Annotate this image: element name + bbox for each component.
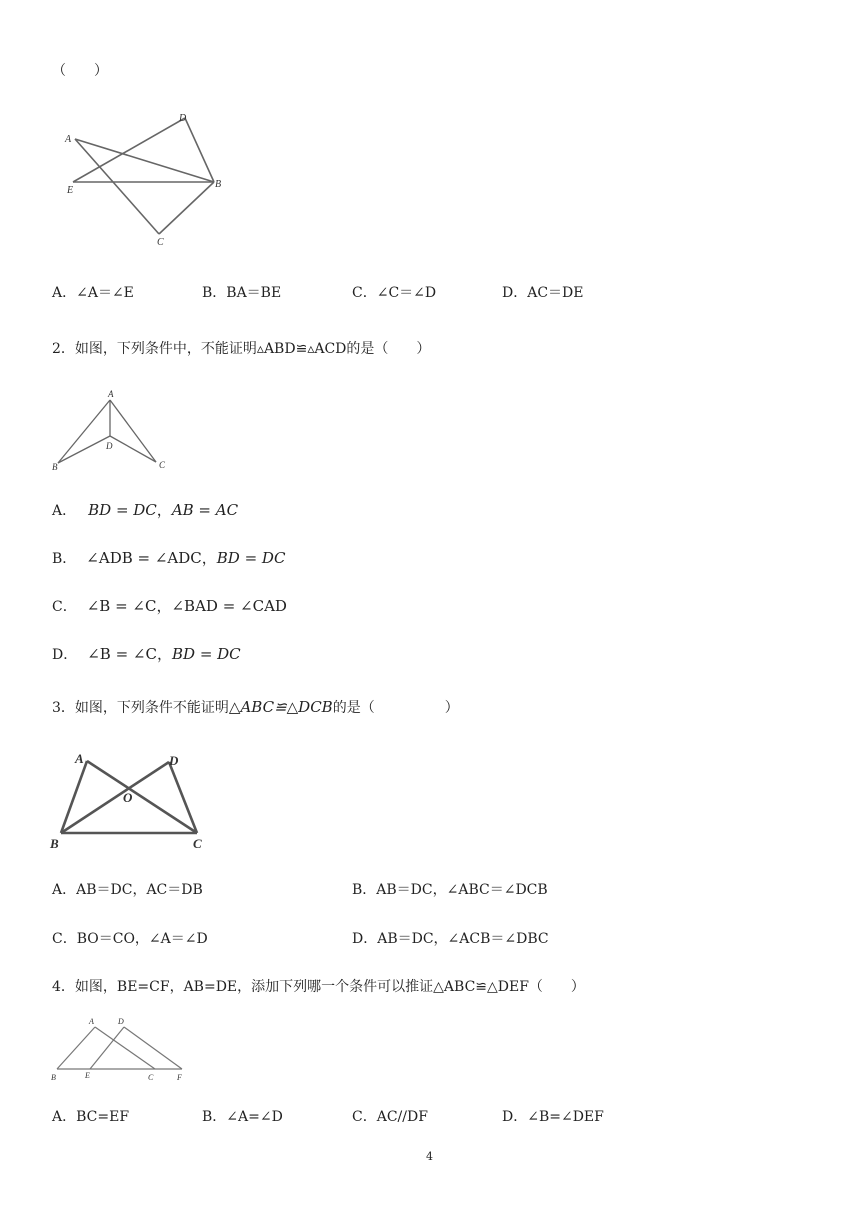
q2-option-a[interactable] [52, 499, 238, 520]
label-b: B [50, 836, 59, 851]
label-e: E [67, 185, 74, 196]
option-separator: ， [156, 597, 172, 615]
q1-answer-paren: （ ） [52, 63, 108, 79]
label-a: A [108, 389, 114, 399]
option-condition-1: ∠B = ∠C [86, 597, 157, 615]
label-d: D [169, 753, 179, 768]
q2-stem-text: 2．如图，下列条件中，不能证明 [52, 341, 257, 357]
q4-option-b[interactable]: B．∠A=∠D [202, 1109, 283, 1125]
q2-stem-end: 的是（ ） [346, 341, 431, 357]
q2-stem-congruent: ≌ [295, 341, 308, 357]
q2-stem-triangle-1: ▵ABD [256, 341, 296, 357]
label-b: B [51, 1073, 56, 1082]
segment-ac [75, 139, 159, 234]
q3-stem-math: △ABC≌△DCB [228, 698, 333, 716]
label-b: B [52, 462, 58, 472]
label-o: O [123, 790, 133, 805]
segment-cb [159, 182, 214, 234]
label-d: D [106, 441, 113, 451]
q3-option-a[interactable]: A．AB＝DC，AC＝DB [52, 882, 203, 898]
q2-stem-triangle-2: ▵ACD [307, 341, 347, 357]
label-c: C [193, 836, 202, 851]
q4-stem: 4．如图，BE=CF，AB=DE，添加下列哪一个条件可以推证△ABC≌△DEF（ ） [52, 979, 585, 995]
label-a: A [65, 134, 72, 145]
label-c: C [159, 460, 166, 470]
q2-figure [45, 385, 175, 475]
option-separator: ， [156, 501, 172, 519]
label-d: D [179, 113, 187, 124]
page-number: 4 [426, 1150, 433, 1163]
q3-stem-text: 3．如图，下列条件不能证明 [52, 700, 229, 716]
q4-option-c[interactable]: C．AC//DF [352, 1109, 428, 1125]
q4-option-a[interactable]: A．BC=EF [52, 1109, 130, 1125]
option-condition-1: ∠ADB = ∠ADC [86, 549, 202, 567]
q1-option-b[interactable]: B．BA＝BE [202, 285, 282, 301]
option-condition-1: ∠B = ∠C [87, 645, 157, 663]
option-prefix: A． [52, 503, 77, 519]
option-condition-2: BD = DC [172, 645, 241, 663]
label-a: A [75, 751, 84, 766]
segment-db [185, 118, 214, 182]
q2-option-c[interactable] [52, 595, 287, 616]
label-b: B [215, 179, 222, 190]
q2-option-b[interactable] [52, 547, 285, 568]
label-c: C [148, 1073, 154, 1082]
segment-ab [75, 139, 214, 182]
label-d: D [118, 1017, 124, 1026]
option-prefix: C． [52, 599, 77, 615]
option-condition-1: BD = DC [88, 501, 157, 519]
q3-option-b[interactable]: B．AB＝DC，∠ABC＝∠DCB [352, 882, 548, 898]
q4-figure [45, 1012, 195, 1084]
q1-option-a[interactable]: A．∠A＝∠E [52, 285, 134, 301]
label-a: A [89, 1017, 94, 1026]
q1-figure [55, 105, 235, 250]
label-e: E [85, 1071, 90, 1080]
q3-option-c[interactable]: C．BO＝CO，∠A＝∠D [52, 931, 208, 947]
option-prefix: D． [52, 647, 78, 663]
option-condition-2: AB = AC [171, 501, 239, 519]
q3-option-d[interactable]: D．AB＝DC，∠ACB＝∠DBC [352, 931, 549, 947]
option-condition-2: ∠BAD = ∠CAD [171, 597, 287, 615]
q3-stem [52, 697, 459, 717]
q2-stem [52, 338, 430, 358]
option-prefix: B． [52, 551, 77, 567]
segment-ed [73, 118, 185, 182]
q1-option-c[interactable]: C．∠C＝∠D [352, 285, 437, 301]
option-condition-2: BD = DC [216, 549, 286, 567]
label-f: F [177, 1073, 182, 1082]
q3-figure [45, 745, 220, 855]
q4-option-d[interactable]: D．∠B=∠DEF [502, 1109, 604, 1125]
q2-option-d[interactable] [52, 643, 241, 664]
option-separator: ， [201, 549, 217, 567]
option-separator: ， [156, 645, 172, 663]
q1-option-d[interactable]: D．AC＝DE [502, 285, 584, 301]
q3-stem-end: 的是（ ） [332, 700, 459, 716]
label-c: C [157, 237, 164, 248]
